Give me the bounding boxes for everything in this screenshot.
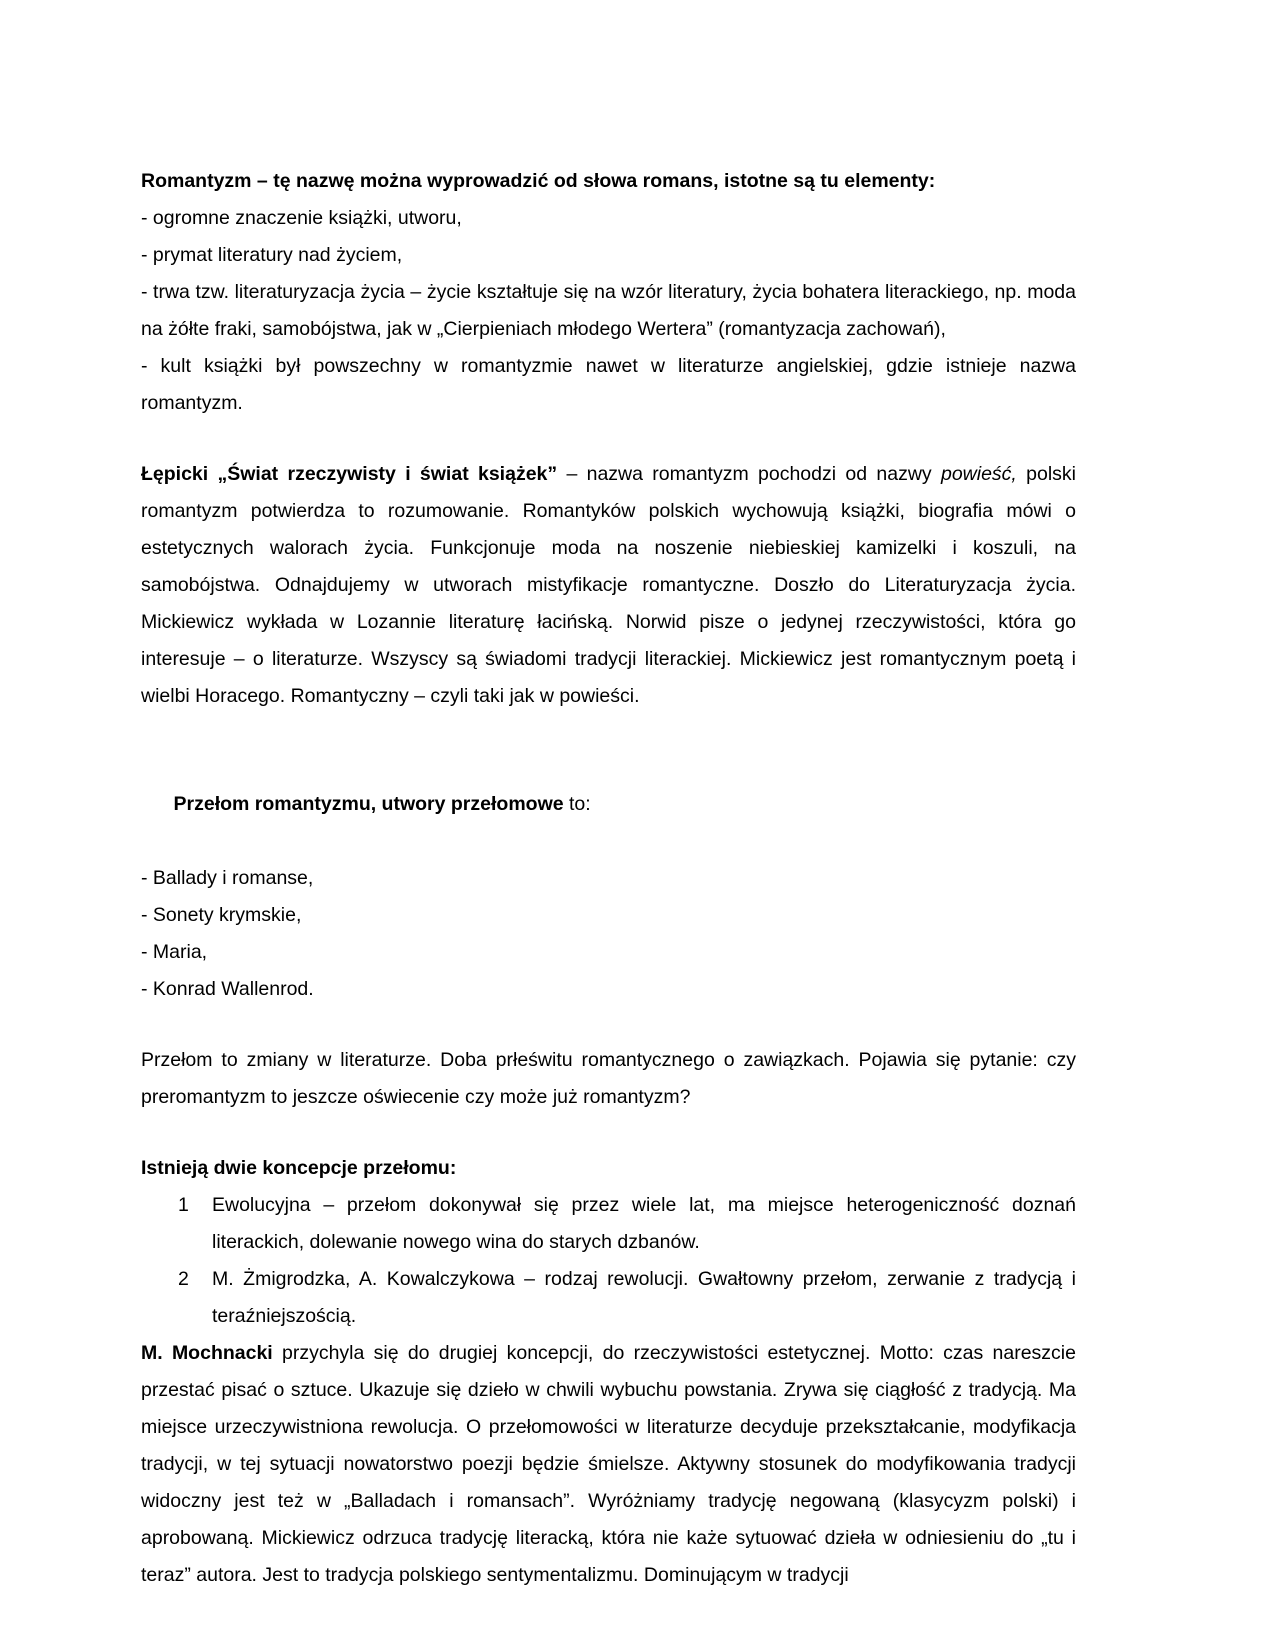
numbered-item-marker: 1 [178, 1194, 189, 1216]
przelom-utwory-tail: to: [563, 793, 591, 815]
paragraph-lepicki [141, 456, 1076, 715]
mochnacki-body: przychyla się do drugiej koncepcji, do rzeczywistości estetycznej. Motto: czas nareszcie przestać pisać o sztuce. Ukazuje się dzieło w chwili wybuchu powstania. Zrywa się ciągłość z tradycją. Ma miejsce urzeczywistniona rewolucja. O przełomowości w literaturze decyduje przekształcanie, modyfikacja tradycji, w tej sytuacji nowatorstwo poezji będzie śmielsze. Aktywny stosunek do modyfikowania tradycji widoczny jest też w „Balladach i romansach”. Wyróżniamy tradycję negowaną (klasycyzm polski) i aprobowaną. Mickiewicz odrzuca tradycję literacką, która nie każe sytuować dzieła w odniesieniu do „tu i teraz” autora. Jest to tradycja polskiego sentymentalizmu. Dominującym w tradycji [141, 1342, 1076, 1586]
lepicki-italic-word: powieść, [940, 463, 1017, 485]
list-item: - Ballady i romanse, [141, 867, 314, 889]
numbered-item-2 [141, 1261, 1076, 1335]
spacer [141, 1008, 1076, 1042]
bullet-kult-ksiazki: - kult książki był powszechny w romantyzmie nawet w literaturze angielskiej, gdzie istnieje nazwa romantyzm. [141, 355, 1076, 414]
heading-przelom-utwory [141, 749, 1076, 860]
mochnacki-lead: M. Mochnacki [141, 1342, 273, 1364]
bullet-prymat-literatury: - prymat literatury nad życiem, [141, 244, 403, 266]
lepicki-body-part1: – nazwa romantyzm pochodzi od nazwy [557, 463, 941, 485]
numbered-list [141, 1187, 1076, 1335]
list-item: - Maria, [141, 941, 208, 963]
list-item: - Sonety krymskie, [141, 904, 302, 926]
spacer [141, 715, 1076, 749]
heading-koncepcje: Istnieją dwie koncepcje przełomu: [141, 1157, 457, 1179]
numbered-item-marker: 2 [178, 1268, 189, 1290]
bullet-literaturyzacja-zycia: - trwa tzw. literaturyzacja życia – życie kształtuje się na wzór literatury, życia bohatera literackiego, np. moda na żółte fraki, samobójstwa, jak w „Cierpieniach młodego Wertera” (romantyzacja zachowań), [141, 281, 1076, 340]
paragraph-mochnacki [141, 1335, 1076, 1594]
bullet-ogromne-znaczenie: - ogromne znaczenie książki, utworu, [141, 207, 462, 229]
spacer [141, 1116, 1076, 1150]
przelom-utwory-bold: Przełom romantyzmu, utwory przełomowe [173, 793, 564, 815]
list-item: - Konrad Wallenrod. [141, 978, 314, 1000]
lepicki-lead: Łępicki „Świat rzeczywisty i świat książek” [141, 463, 558, 485]
numbered-item-1 [141, 1187, 1076, 1261]
spacer [141, 422, 1076, 456]
lepicki-body-part2: polski romantyzm potwierdza to rozumowanie. Romantyków polskich wychowują książki, biografia mówi o estetycznych walorach życia. Funkcjonuje moda na noszenie niebieskiej kamizelki i koszuli, na samobójstwa. Odnajdujemy w utworach mistyfikacje romantyczne. Doszło do Literaturyzacja życia. Mickiewicz wykłada w Lozannie literaturę łacińską. Norwid pisze o jedynej rzeczywistości, która go interesuje – o literaturze. Wszyscy są świadomi tradycji literackiej. Mickiewicz jest romantycznym poetą i wielbi Horacego. Romantyczny – czyli taki jak w powieści. [141, 463, 1077, 707]
heading-romantyzm: Romantyzm – tę nazwę można wyprowadzić od słowa romans, istotne są tu elementy: [141, 170, 936, 192]
paragraph-przelom-zmiany: Przełom to zmiany w literaturze. Doba prłeświtu romantycznego o zawiązkach. Pojawia się pytanie: czy preromantyzm to jeszcze oświecenie czy może już romantyzm? [141, 1049, 1076, 1108]
numbered-item-text: Ewolucyjna – przełom dokonywał się przez wiele lat, ma miejsce heterogeniczność doznań literackich, dolewanie nowego wina do starych dzbanów. [212, 1194, 1076, 1253]
document-content [141, 163, 1076, 1594]
numbered-item-text: M. Żmigrodzka, A. Kowalczykowa – rodzaj rewolucji. Gwałtowny przełom, zerwanie z tradycją i teraźniejszością. [212, 1268, 1076, 1327]
